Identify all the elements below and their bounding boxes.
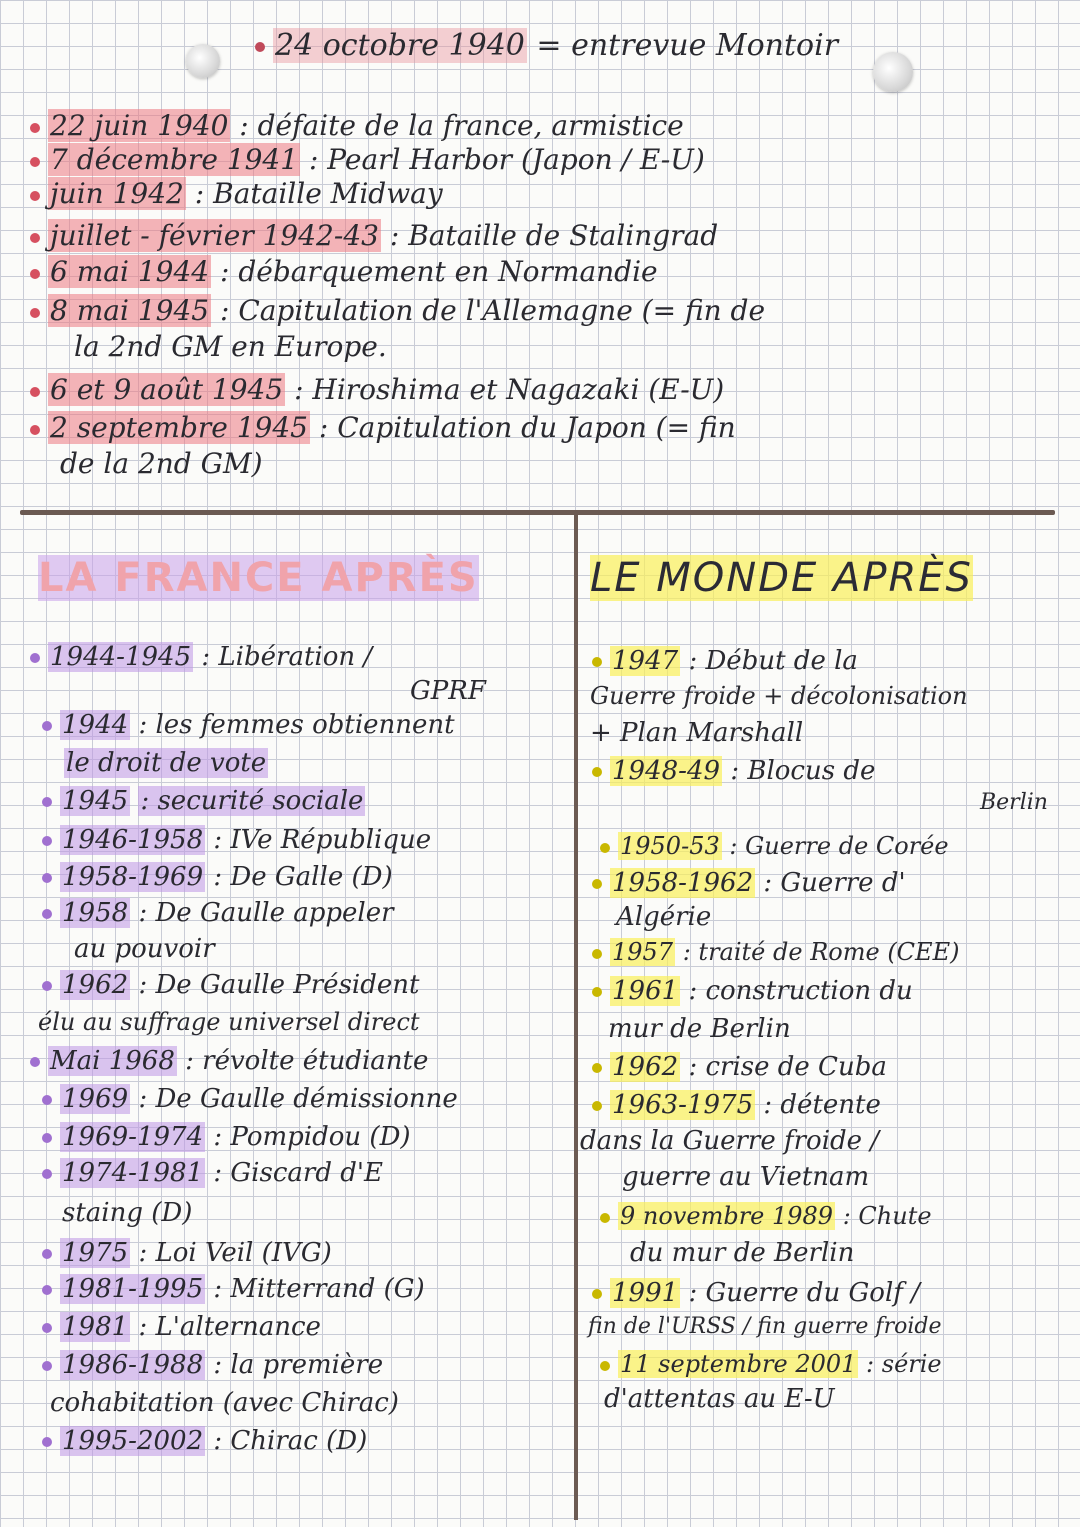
bullet-dot: [30, 653, 40, 663]
bullet-dot: [42, 1133, 52, 1143]
monde-item: [592, 1092, 881, 1118]
text-span: Mai 1968: [50, 1046, 175, 1076]
header-text: = entrevue Montoir: [536, 28, 839, 63]
text-span: 6 et 9 août 1945: [50, 373, 284, 406]
text-span: : L'alternance: [138, 1312, 321, 1342]
timeline-item: [30, 219, 719, 252]
text-span: : De Gaulle Président: [138, 970, 420, 1000]
bullet-dot: [42, 1323, 52, 1333]
france-item: [42, 1240, 332, 1266]
text-span: le droit de vote: [66, 748, 267, 778]
france-section-title: [38, 555, 479, 601]
text-span: : Début de la: [688, 646, 858, 676]
france-item: [42, 900, 394, 926]
text-span: 1969: [62, 1084, 129, 1114]
france-item: [30, 1048, 428, 1074]
text-span: 1981: [62, 1312, 129, 1342]
text-span: : révolte étudiante: [185, 1046, 429, 1076]
monde-item-continued: [580, 1128, 879, 1154]
bullet-dot: [42, 981, 52, 991]
france-item: [42, 864, 393, 890]
text-span: cohabitation (avec Chirac): [50, 1388, 399, 1418]
bullet-dot: [30, 233, 40, 243]
text-span: : Guerre d': [763, 868, 906, 898]
text-span: 7 décembre 1941: [50, 143, 299, 176]
text-span: : securité sociale: [140, 786, 364, 816]
text-span: GPRF: [410, 676, 486, 706]
monde-item-continued: [588, 1316, 941, 1338]
monde-item-continued: [616, 904, 711, 930]
bullet-dot: [592, 1289, 602, 1299]
text-span: : De Gaulle démissionne: [138, 1084, 458, 1114]
header-date: 24 octobre 1940: [275, 28, 525, 63]
text-span: fin de l'URSS / fin guerre froide: [588, 1314, 942, 1339]
text-span: + Plan Marshall: [590, 718, 804, 748]
monde-item: [592, 758, 875, 784]
text-span: : Hiroshima et Nagazaki (E-U): [294, 373, 725, 406]
bullet-dot: [42, 721, 52, 731]
france-item-continued: [64, 750, 268, 776]
text-span: : Guerre du Golf /: [688, 1278, 920, 1308]
text-span: : De Gaulle appeler: [138, 898, 394, 928]
text-span: 2 septembre 1945: [50, 411, 308, 444]
france-item-continued: [74, 936, 215, 962]
text-span: 1946-1958: [62, 825, 204, 855]
timeline-item-continued: [74, 330, 387, 363]
bullet-dot: [592, 767, 602, 777]
text-span: 11 septembre 2001: [620, 1350, 857, 1378]
text-span: élu au suffrage universel direct: [38, 1008, 420, 1036]
pushpin-left: [186, 44, 220, 78]
monde-item: [600, 1352, 942, 1376]
bullet-dot: [30, 1057, 40, 1067]
text-span: juin 1942: [50, 177, 184, 210]
bullet-dot: [42, 1437, 52, 1447]
monde-item-continued: [604, 1386, 835, 1412]
bullet-dot: [600, 843, 610, 853]
text-span: 8 mai 1945: [50, 294, 210, 327]
text-span: de la 2nd GM): [60, 447, 263, 480]
text-span: 1950-53: [620, 832, 720, 860]
monde-item: [592, 940, 959, 964]
monde-item-continued: [630, 1240, 854, 1266]
france-item: [42, 1276, 425, 1302]
vertical-divider: [574, 515, 578, 1520]
text-span: Berlin: [980, 790, 1048, 815]
bullet-dot: [42, 1249, 52, 1259]
bullet-dot: [600, 1213, 610, 1223]
text-span: 22 juin 1940: [50, 109, 229, 142]
text-span: d'attentas au E-U: [604, 1384, 835, 1414]
bullet-dot: [592, 987, 602, 997]
france-item-continued: [38, 1010, 420, 1034]
bullet-dot: [30, 308, 40, 318]
text-span: : Loi Veil (IVG): [138, 1238, 332, 1268]
text-span: : Giscard d'E: [213, 1158, 384, 1188]
horizontal-divider: [20, 510, 1055, 515]
france-item-continued: [50, 1390, 399, 1416]
monde-item-continued: [980, 792, 1048, 814]
bullet-dot: [592, 949, 602, 959]
monde-item-continued: [608, 1016, 791, 1042]
text-span: 9 novembre 1989: [620, 1202, 834, 1230]
text-span: : Bataille Midway: [194, 177, 443, 210]
monde-item: [592, 648, 858, 674]
text-span: Algérie: [616, 902, 712, 932]
text-span: 6 mai 1944: [50, 255, 210, 288]
text-span: : la première: [213, 1350, 384, 1380]
text-span: : Pearl Harbor (Japon / E-U): [308, 143, 705, 176]
timeline-item: [30, 177, 443, 210]
text-span: : Mitterrand (G): [213, 1274, 425, 1304]
text-span: : Capitulation du Japon (= fin: [318, 411, 736, 444]
text-span: 1995-2002: [62, 1426, 204, 1456]
text-span: au pouvoir: [74, 934, 215, 964]
timeline-item: [30, 294, 766, 327]
page-header: [255, 28, 838, 63]
text-span: 1957: [612, 938, 674, 966]
bullet-dot: [592, 879, 602, 889]
france-item-continued: [410, 678, 486, 704]
france-item: [42, 1124, 411, 1150]
france-item: [42, 788, 365, 814]
text-span: mur de Berlin: [608, 1014, 791, 1044]
france-item: [30, 644, 372, 670]
bullet-dot: [600, 1361, 610, 1371]
monde-item: [592, 1280, 920, 1306]
bullet-dot: [42, 836, 52, 846]
text-span: : Pompidou (D): [213, 1122, 411, 1152]
text-span: staing (D): [62, 1198, 193, 1228]
text-span: 1981-1995: [62, 1274, 204, 1304]
bullet-dot: [592, 1101, 602, 1111]
text-span: : les femmes obtiennent: [138, 710, 455, 740]
france-item: [42, 1086, 458, 1112]
monde-item: [600, 1204, 932, 1228]
text-span: : Capitulation de l'Allemagne (= fin de: [219, 294, 766, 327]
section-title-text: LE MONDE APRÈS: [590, 555, 973, 601]
text-span: 1944-1945: [50, 642, 192, 672]
text-span: : Chirac (D): [213, 1426, 368, 1456]
timeline-item-continued: [60, 447, 263, 480]
text-span: : Guerre de Corée: [729, 832, 949, 860]
text-span: : Bataille de Stalingrad: [389, 219, 719, 252]
monde-item-continued: [622, 1164, 869, 1190]
timeline-item: [30, 143, 705, 176]
text-span: 1975: [62, 1238, 129, 1268]
france-item: [42, 1314, 321, 1340]
bullet-dot: [30, 387, 40, 397]
bullet-dot: [255, 42, 265, 52]
text-span: 1991: [612, 1278, 679, 1308]
monde-item: [592, 978, 913, 1004]
text-span: : crise de Cuba: [688, 1052, 887, 1082]
text-span: 1944: [62, 710, 129, 740]
text-span: 1963-1975: [612, 1090, 754, 1120]
text-span: dans la Guerre froide /: [580, 1126, 880, 1156]
france-item: [42, 1428, 367, 1454]
france-item: [42, 972, 419, 998]
bullet-dot: [30, 157, 40, 167]
text-span: : traité de Rome (CEE): [682, 938, 960, 966]
bullet-dot: [30, 191, 40, 201]
bullet-dot: [42, 1169, 52, 1179]
bullet-dot: [30, 425, 40, 435]
text-span: la 2nd GM en Europe.: [74, 330, 387, 363]
text-span: : défaite de la france, armistice: [239, 109, 684, 142]
text-span: : De Galle (D): [213, 862, 393, 892]
monde-item-continued: [590, 684, 968, 708]
text-span: : Libération /: [201, 642, 373, 672]
monde-item-continued: [590, 720, 803, 746]
text-span: : construction du: [688, 976, 913, 1006]
monde-section-title: [590, 555, 973, 601]
bullet-dot: [592, 657, 602, 667]
bullet-dot: [42, 909, 52, 919]
bullet-dot: [42, 1361, 52, 1371]
text-span: du mur de Berlin: [630, 1238, 855, 1268]
text-span: : Blocus de: [730, 756, 876, 786]
france-item: [42, 1160, 383, 1186]
text-span: 1986-1988: [62, 1350, 204, 1380]
text-span: : détente: [763, 1090, 881, 1120]
bullet-dot: [42, 1095, 52, 1105]
text-span: Guerre froide + décolonisation: [590, 682, 968, 710]
text-span: guerre au Vietnam: [622, 1162, 870, 1192]
text-span: 1958-1962: [612, 868, 754, 898]
bullet-dot: [30, 269, 40, 279]
text-span: 1958-1969: [62, 862, 204, 892]
text-span: 1948-49: [612, 756, 721, 786]
text-span: : série: [866, 1350, 942, 1378]
timeline-item: [30, 109, 684, 142]
france-item: [42, 712, 455, 738]
timeline-item: [30, 373, 725, 406]
text-span: 1945: [62, 786, 129, 816]
text-span: 1961: [612, 976, 679, 1006]
france-item: [42, 1352, 383, 1378]
bullet-dot: [592, 1063, 602, 1073]
monde-item: [592, 870, 906, 896]
text-span: : débarquement en Normandie: [219, 255, 658, 288]
bullet-dot: [42, 797, 52, 807]
monde-item: [592, 1054, 887, 1080]
pushpin-right: [873, 52, 913, 92]
text-span: 1969-1974: [62, 1122, 204, 1152]
france-item: [42, 827, 431, 853]
text-span: 1962: [62, 970, 129, 1000]
text-span: : IVe République: [213, 825, 432, 855]
timeline-item: [30, 255, 658, 288]
bullet-dot: [42, 1285, 52, 1295]
text-span: 1974-1981: [62, 1158, 204, 1188]
france-item-continued: [62, 1200, 192, 1226]
bullet-dot: [42, 873, 52, 883]
timeline-item: [30, 411, 736, 444]
bullet-dot: [30, 123, 40, 133]
text-span: : Chute: [842, 1202, 932, 1230]
monde-item: [600, 834, 949, 858]
text-span: 1947: [612, 646, 679, 676]
text-span: 1958: [62, 898, 129, 928]
text-span: 1962: [612, 1052, 679, 1082]
section-title-text: LA FRANCE APRÈS: [38, 555, 479, 601]
text-span: juillet - février 1942-43: [50, 219, 379, 252]
